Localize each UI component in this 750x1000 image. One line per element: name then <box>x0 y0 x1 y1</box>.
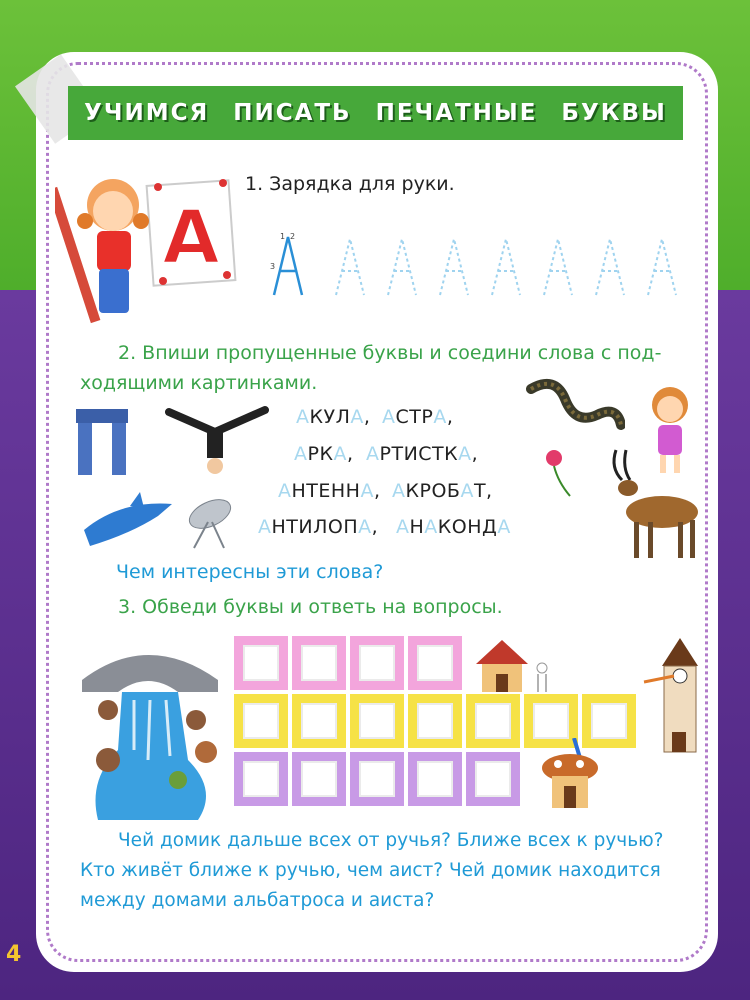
word-arka[interactable]: АРКА, <box>294 443 354 465</box>
word-anakonda[interactable]: АНАКОНДА <box>396 516 511 538</box>
grid-cell-yellow-2[interactable] <box>292 694 346 748</box>
big-letter: А <box>162 195 220 281</box>
tower-house-icon <box>640 636 710 756</box>
snake-icon <box>525 375 625 445</box>
acrobat-icon <box>165 402 275 477</box>
title-banner <box>68 86 683 140</box>
stroke-number-3: 3 <box>270 262 276 271</box>
task3-question-line1: Чей домик дальше всех от ручья? Ближе всех к ручью? <box>118 830 664 851</box>
grid-cell-pink-1[interactable] <box>234 636 288 690</box>
stroke-number-1: 1 <box>280 232 286 241</box>
grid-cell-lilac-3[interactable] <box>350 752 404 806</box>
task3-question-line2: Кто живёт ближе к ручью, чем аист? Чей домик находится <box>80 860 661 881</box>
shark-icon <box>80 490 180 550</box>
grid-cell-yellow-1[interactable] <box>234 694 288 748</box>
arch-icon <box>72 405 132 477</box>
grid-cell-yellow-4[interactable] <box>408 694 462 748</box>
stroke-number-2: 2 <box>290 232 296 241</box>
dotted-trace-letters[interactable] <box>336 239 676 295</box>
task3-question-line3: между домами альбатроса и аиста? <box>80 890 435 911</box>
grid-cell-lilac-2[interactable] <box>292 752 346 806</box>
page-title: УЧИМСЯ ПИСАТЬ ПЕЧАТНЫЕ БУКВЫ <box>84 100 667 126</box>
antenna-icon <box>180 492 240 552</box>
trace-letter-example <box>270 232 302 295</box>
task2-question: Чем интересны эти слова? <box>116 561 384 583</box>
mushroom-house-icon <box>540 738 605 810</box>
word-artistka[interactable]: АРТИСТКА, <box>366 443 479 465</box>
word-astra[interactable]: АСТРА, <box>382 406 454 428</box>
grid-cell-lilac-5[interactable] <box>466 752 520 806</box>
grid-cell-yellow-5[interactable] <box>466 694 520 748</box>
word-akula[interactable]: АКУЛА, <box>296 406 371 428</box>
grid-cell-pink-2[interactable] <box>292 636 346 690</box>
flower-icon <box>540 446 580 501</box>
grid-cell-pink-3[interactable] <box>350 636 404 690</box>
word-antenna[interactable]: АНТЕННА, <box>278 480 381 502</box>
grid-cell-lilac-4[interactable] <box>408 752 462 806</box>
letter-tracing-row <box>260 225 700 305</box>
grid-cell-lilac-1[interactable] <box>234 752 288 806</box>
task2-label-line1: 2. Впиши пропущенные буквы и соедини слова с под- <box>118 342 662 364</box>
stork-icon <box>530 660 556 694</box>
task1-label: 1. Зарядка для руки. <box>245 173 455 195</box>
word-antilopa[interactable]: АНТИЛОПА, <box>258 516 379 538</box>
task2-label-line2: ходящими картинками. <box>80 372 318 394</box>
grid-cell-pink-4[interactable] <box>408 636 462 690</box>
albatross-house-icon <box>472 636 532 694</box>
page-number: 4 <box>6 942 22 967</box>
antelope-icon <box>600 448 705 563</box>
stream-bridge-illustration <box>78 640 228 830</box>
girl-pencil-illustration <box>55 165 245 330</box>
grid-cell-yellow-3[interactable] <box>350 694 404 748</box>
task3-label: 3. Обведи буквы и ответь на вопросы. <box>118 596 503 618</box>
word-akrobat[interactable]: АКРОБАТ, <box>392 480 493 502</box>
